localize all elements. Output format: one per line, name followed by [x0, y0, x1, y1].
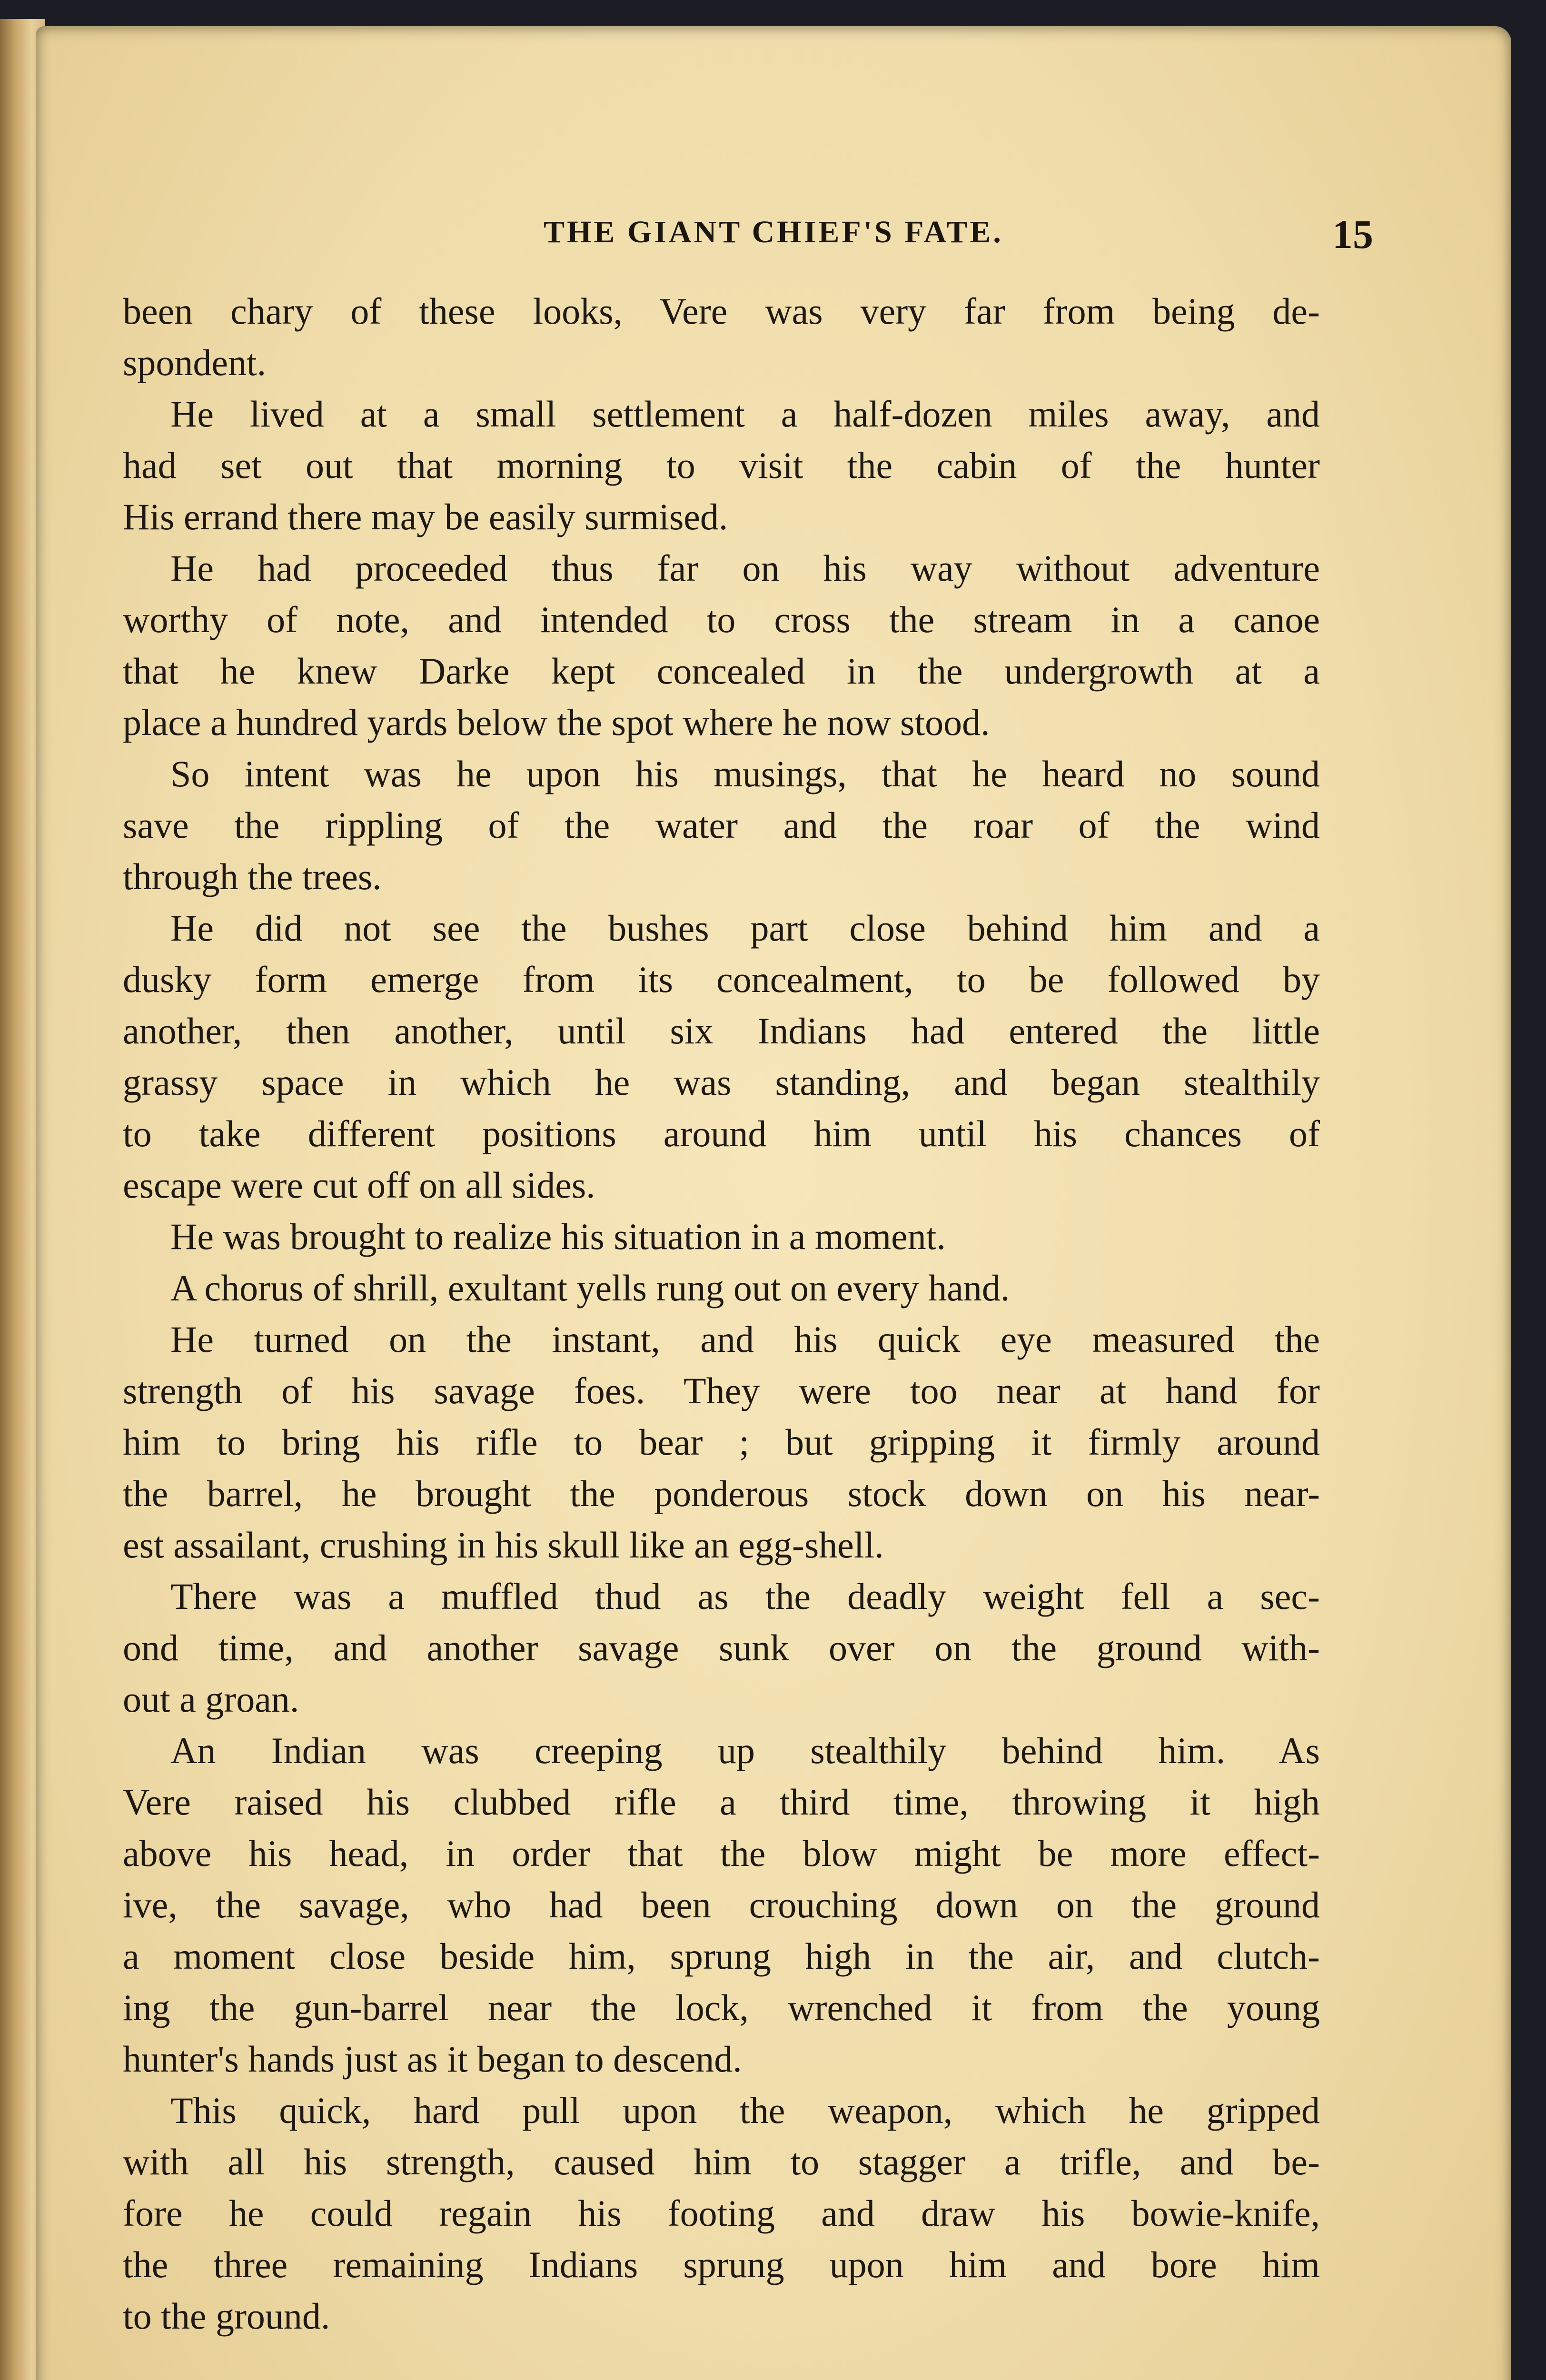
text-line: This quick, hard pull upon the weapon, which he gripped: [170, 2090, 1320, 2131]
text-line: dusky form emerge from its concealment, to be followed by: [123, 959, 1320, 1000]
text-line: ive, the savage, who had been crouching down on the ground: [123, 1884, 1320, 1925]
text-line: that he knew Darke kept concealed in the undergrowth at a: [123, 650, 1320, 692]
text-line: been chary of these looks, Vere was very far from being de-: [123, 290, 1320, 332]
text-line: He turned on the instant, and his quick eye measured the: [170, 1319, 1320, 1360]
text-line: through the trees.: [123, 856, 382, 897]
text-line: save the rippling of the water and the roar of the wind: [123, 804, 1320, 846]
text-line: a moment close beside him, sprung high in the air, and clutch-: [123, 1935, 1320, 1977]
text-line: him to bring his rifle to bear ; but gripping it firmly around: [123, 1421, 1320, 1463]
body-text: [123, 286, 1320, 2342]
page-number: 15: [1332, 211, 1373, 257]
text-line: There was a muffled thud as the deadly weight fell a sec-: [170, 1576, 1320, 1617]
text-line: to take different positions around him until his chances of: [123, 1113, 1320, 1154]
text-line: So intent was he upon his musings, that he heard no sound: [170, 753, 1320, 794]
text-line: strength of his savage foes. They were too near at hand for: [123, 1370, 1320, 1411]
text-line: ond time, and another savage sunk over on the ground with-: [123, 1627, 1320, 1668]
text-line: ing the gun-barrel near the lock, wrenched it from the young: [123, 1987, 1320, 2028]
text-line: out a groan.: [123, 1678, 299, 1720]
text-line: had set out that morning to visit the cabin of the hunter: [123, 445, 1320, 486]
running-head: THE GIANT CHIEF'S FATE.: [544, 215, 1003, 249]
text-line: with all his strength, caused him to stagger a trifle, and be-: [123, 2141, 1320, 2182]
text-line: worthy of note, and intended to cross the stream in a canoe: [123, 599, 1320, 640]
text-line: the three remaining Indians sprung upon him and bore him: [123, 2244, 1320, 2285]
text-line: the barrel, he brought the ponderous stock down on his near-: [123, 1473, 1320, 1514]
text-line: Vere raised his clubbed rifle a third time, throwing it high: [123, 1781, 1320, 1823]
text-line: He lived at a small settlement a half-dozen miles away, and: [170, 393, 1320, 435]
page-header: [36, 211, 1511, 271]
text-line: above his head, in order that the blow might be more effect-: [123, 1833, 1320, 1874]
text-line: another, then another, until six Indians had entered the little: [123, 1010, 1320, 1051]
text-line: He had proceeded thus far on his way without adventure: [170, 547, 1320, 589]
text-line: An Indian was creeping up stealthily behind him. As: [170, 1730, 1320, 1771]
text-line: spondent.: [123, 342, 267, 383]
text-line: place a hundred yards below the spot where he now stood.: [123, 702, 990, 743]
text-line: est assailant, crushing in his skull like an egg-shell.: [123, 1524, 884, 1566]
text-line: He was brought to realize his situation in a moment.: [170, 1216, 946, 1257]
text-line: grassy space in which he was standing, and began stealthily: [123, 1061, 1320, 1103]
text-line: He did not see the bushes part close behind him and a: [170, 907, 1320, 949]
text-line: His errand there may be easily surmised.: [123, 496, 728, 537]
text-line: hunter's hands just as it began to descend.: [123, 2038, 742, 2080]
text-line: fore he could regain his footing and draw his bowie-knife,: [123, 2192, 1320, 2234]
text-line: escape were cut off on all sides.: [123, 1164, 595, 1206]
text-line: to the ground.: [123, 2295, 330, 2337]
text-line: A chorus of shrill, exultant yells rung out on every hand.: [170, 1267, 1010, 1309]
